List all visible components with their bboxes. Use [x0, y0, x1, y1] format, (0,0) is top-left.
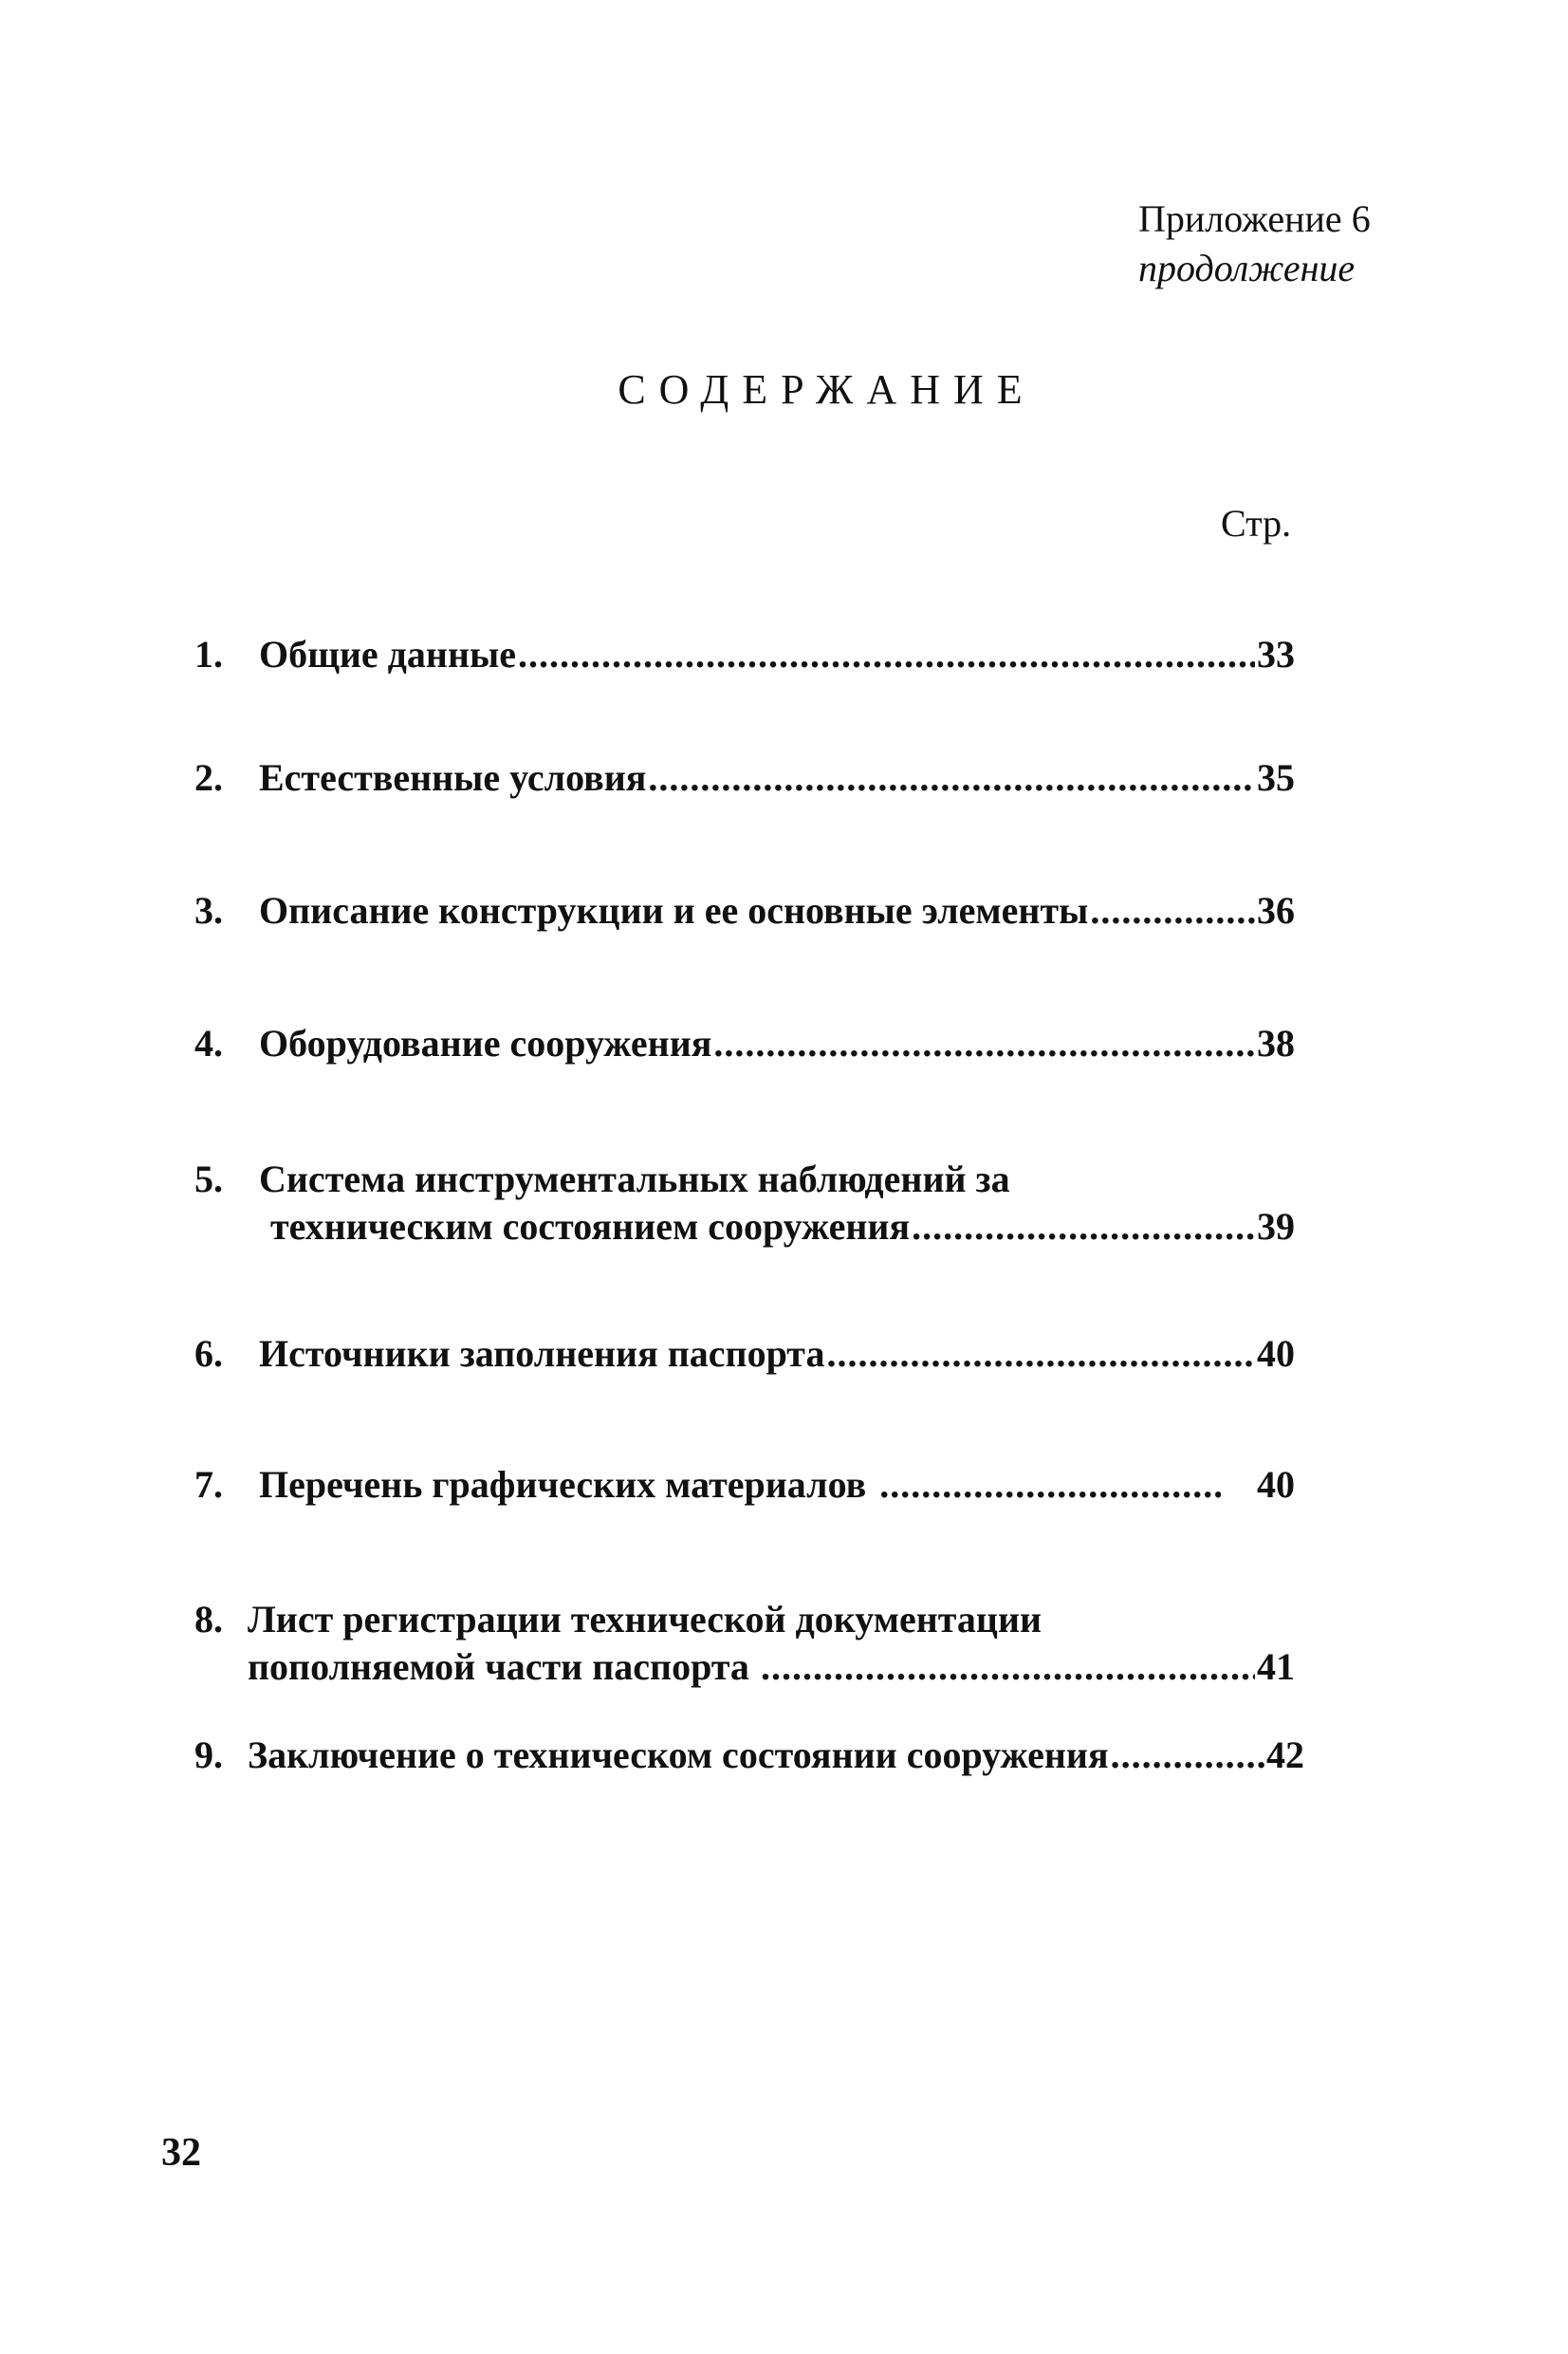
appendix-label: Приложение 6 — [1138, 197, 1371, 240]
toc-entry-title: Система инструментальных наблюдений за — [259, 1158, 1010, 1200]
toc-entry-title-continuation: техническим состоянием сооружения — [270, 1205, 911, 1248]
toc-entry-page: 35 — [1257, 756, 1295, 799]
toc-entry-number: 3. — [194, 889, 223, 932]
toc-entry-page: 40 — [1257, 1332, 1295, 1375]
toc-entry-title: Описание конструкции и ее основные элементы — [259, 889, 1089, 932]
toc-entry-8 — [194, 1596, 1295, 1691]
dot-leader — [648, 754, 1255, 802]
toc-entry-9 — [194, 1732, 1304, 1779]
toc-entry-number: 2. — [194, 756, 223, 799]
dot-leader — [518, 631, 1255, 678]
appendix-continuation: продолжение — [1138, 247, 1356, 289]
toc-entry-title: Естественные условия — [259, 756, 647, 799]
toc-entry-5 — [194, 1156, 1295, 1251]
toc-entry-7 — [194, 1461, 1295, 1509]
toc-entry-title-continuation: пополняемой части паспорта — [248, 1645, 749, 1688]
toc-entry-number: 7. — [194, 1463, 223, 1506]
toc-entry-number: 9. — [194, 1733, 223, 1776]
dot-leader — [879, 1461, 1221, 1509]
dot-leader — [912, 1203, 1255, 1251]
toc-entry-2 — [194, 754, 1295, 802]
toc-entry-1 — [194, 631, 1295, 678]
toc-entry-title: Перечень графических материалов — [259, 1463, 867, 1506]
toc-entry-title: Оборудование сооружения — [259, 1022, 712, 1065]
toc-entry-page: 39 — [1257, 1205, 1295, 1248]
toc-entry-4 — [194, 1020, 1295, 1067]
toc-entry-6 — [194, 1330, 1295, 1378]
toc-entry-page: 40 — [1257, 1463, 1295, 1506]
toc-entry-number: 8. — [194, 1598, 223, 1640]
toc-entry-3 — [194, 887, 1295, 935]
dot-leader — [761, 1643, 1255, 1691]
toc-entry-page: 38 — [1257, 1022, 1295, 1065]
toc-entry-title: Общие данные — [259, 633, 516, 676]
toc-entry-title: Лист регистрации технической документации — [248, 1598, 1042, 1640]
toc-entry-title: Источники заполнения паспорта — [259, 1332, 825, 1375]
toc-entry-page: 33 — [1257, 633, 1295, 676]
toc-entry-page: 36 — [1257, 889, 1295, 932]
page-number: 32 — [161, 2131, 201, 2175]
appendix-label-block — [1138, 195, 1371, 293]
toc-entry-page: 41 — [1257, 1645, 1295, 1688]
dot-leader — [1111, 1732, 1264, 1779]
page-column-header: Стр. — [1221, 502, 1292, 545]
toc-entry-number: 5. — [194, 1158, 223, 1200]
toc-entry-title: Заключение о техническом состоянии сооружения — [248, 1733, 1109, 1776]
toc-entry-number: 6. — [194, 1332, 223, 1375]
dot-leader — [826, 1330, 1255, 1378]
dot-leader — [1090, 887, 1255, 935]
toc-entry-number: 1. — [194, 633, 223, 676]
toc-entry-page: 42 — [1266, 1733, 1304, 1776]
toc-entry-number: 4. — [194, 1022, 223, 1065]
dot-leader — [713, 1020, 1255, 1067]
page-title: СОДЕРЖАНИЕ — [618, 366, 1036, 413]
